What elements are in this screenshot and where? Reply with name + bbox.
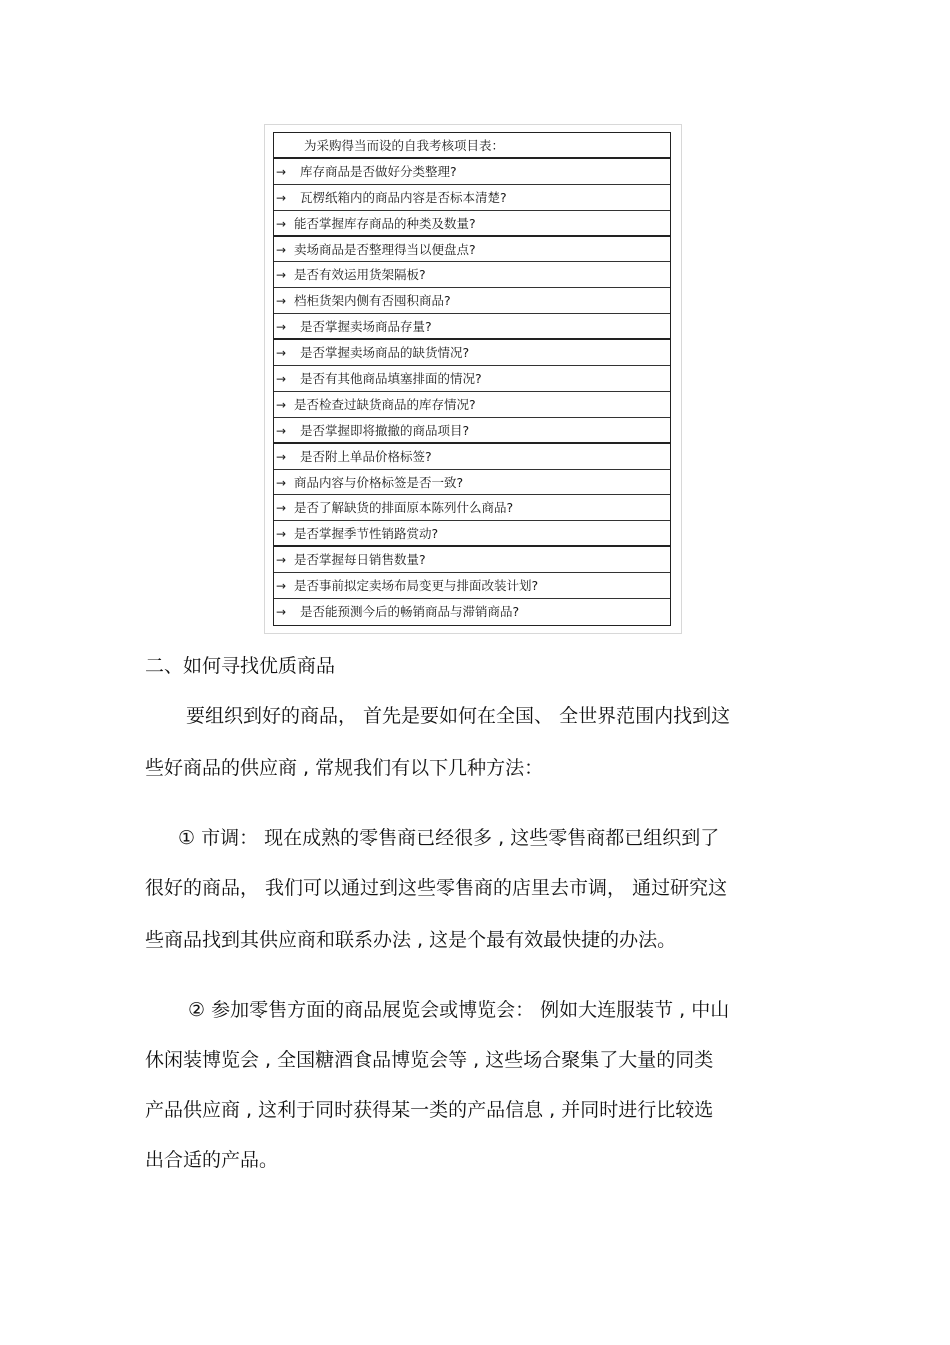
arrow-icon: →: [276, 242, 287, 257]
table-row-text: 是否了解缺货的排面原本陈列什么商品?: [294, 500, 514, 516]
table-row: [274, 340, 670, 366]
paragraph-line: 产品供应商 , 这利于同时获得某一类的产品信息 , 并同时进行比较选: [145, 1099, 714, 1121]
table-row-text: 能否掌握库存商品的种类及数量?: [294, 215, 476, 231]
arrow-icon: →: [276, 320, 287, 335]
arrow-icon: →: [276, 527, 287, 542]
table-row-text: 是否掌握季节性销路赏动?: [294, 526, 439, 542]
paragraph-line: ② 参加零售方面的商品展览会或博览会： 例如大连服装节 , 中山: [188, 999, 730, 1021]
arrow-icon: →: [276, 553, 287, 568]
arrow-icon: →: [276, 268, 287, 283]
table-row-text: 是否事前拟定卖场布局变更与排面改装计划?: [294, 578, 539, 594]
arrow-icon: →: [276, 475, 287, 490]
arrow-icon: →: [276, 449, 287, 464]
arrow-icon: →: [276, 397, 287, 412]
table-row: [274, 573, 670, 599]
arrow-icon: →: [276, 216, 287, 231]
table-title-row: [274, 133, 670, 159]
table-row-text: 是否能预测今后的畅销商品与滞销商品?: [300, 604, 520, 620]
table-row: [274, 262, 670, 288]
table-row: [274, 314, 670, 340]
arrow-icon: →: [276, 579, 287, 594]
section-heading: 二、如何寻找优质商品: [145, 655, 336, 677]
arrow-icon: →: [276, 423, 287, 438]
table-row: [274, 444, 670, 470]
arrow-icon: →: [276, 605, 287, 620]
table-row-text: 是否有其他商品填塞排面的情况?: [300, 371, 482, 387]
table-row-text: 档柜货架内侧有否囤积商品?: [294, 293, 451, 309]
table-row-text: 是否掌握每日销售数量?: [294, 552, 426, 568]
table-row: [274, 366, 670, 392]
table-row-text: 是否有效运用货架隔板?: [294, 267, 426, 283]
arrow-icon: →: [276, 164, 287, 179]
table-row: [274, 495, 670, 521]
arrow-icon: →: [276, 346, 287, 361]
table-row: [274, 418, 670, 444]
table-row: [274, 211, 670, 237]
table-row: [274, 521, 670, 547]
paragraph-line: 些好商品的供应商 , 常规我们有以下几种方法：: [145, 757, 544, 779]
arrow-icon: →: [276, 501, 287, 516]
table-row: [274, 237, 670, 263]
table-row: [274, 288, 670, 314]
paragraph-line: 些商品找到其供应商和联系办法 , 这是个最有效最快捷的办法。: [145, 929, 677, 951]
table-row: [274, 159, 670, 185]
table-row: [274, 185, 670, 211]
table-row-text: 是否掌握卖场商品存量?: [300, 319, 432, 335]
table-row-text: 是否掌握卖场商品的缺货情况?: [300, 345, 470, 361]
table-row: [274, 392, 670, 418]
paragraph-line: 要组织到好的商品， 首先是要如何在全国、 全世界范围内找到这: [186, 705, 731, 727]
paragraph-line: 休闲装博览会 , 全国糖酒食品博览会等 , 这些场合聚集了大量的同类: [145, 1049, 714, 1071]
arrow-icon: →: [276, 372, 287, 387]
arrow-icon: →: [276, 190, 287, 205]
table-row: [274, 599, 670, 625]
table-row: [274, 547, 670, 573]
arrow-icon: →: [276, 294, 287, 309]
table-row-text: 是否检查过缺货商品的库存情况?: [294, 396, 476, 412]
table-row-text: 库存商品是否做好分类整理?: [300, 163, 457, 179]
self-assessment-table: [273, 132, 671, 626]
table-title: 为采购得当而设的自我考核项目表：: [304, 138, 505, 153]
table-row-text: 是否附上单品价格标签?: [300, 448, 432, 464]
table-row-text: 商品内容与价格标签是否一致?: [294, 474, 464, 490]
table-row-text: 卖场商品是否整理得当以便盘点?: [294, 241, 476, 257]
table-row: [274, 470, 670, 496]
paragraph-line: 出合适的产品。: [145, 1149, 279, 1171]
paragraph-line: ① 市调： 现在成熟的零售商已经很多 , 这些零售商都已组织到了: [178, 827, 720, 849]
table-row-text: 瓦楞纸箱内的商品内容是否标本清楚?: [300, 189, 507, 205]
paragraph-line: 很好的商品， 我们可以通过到这些零售商的店里去市调， 通过研究这: [145, 877, 728, 899]
table-row-text: 是否掌握即将撤撤的商品项目?: [300, 422, 470, 438]
